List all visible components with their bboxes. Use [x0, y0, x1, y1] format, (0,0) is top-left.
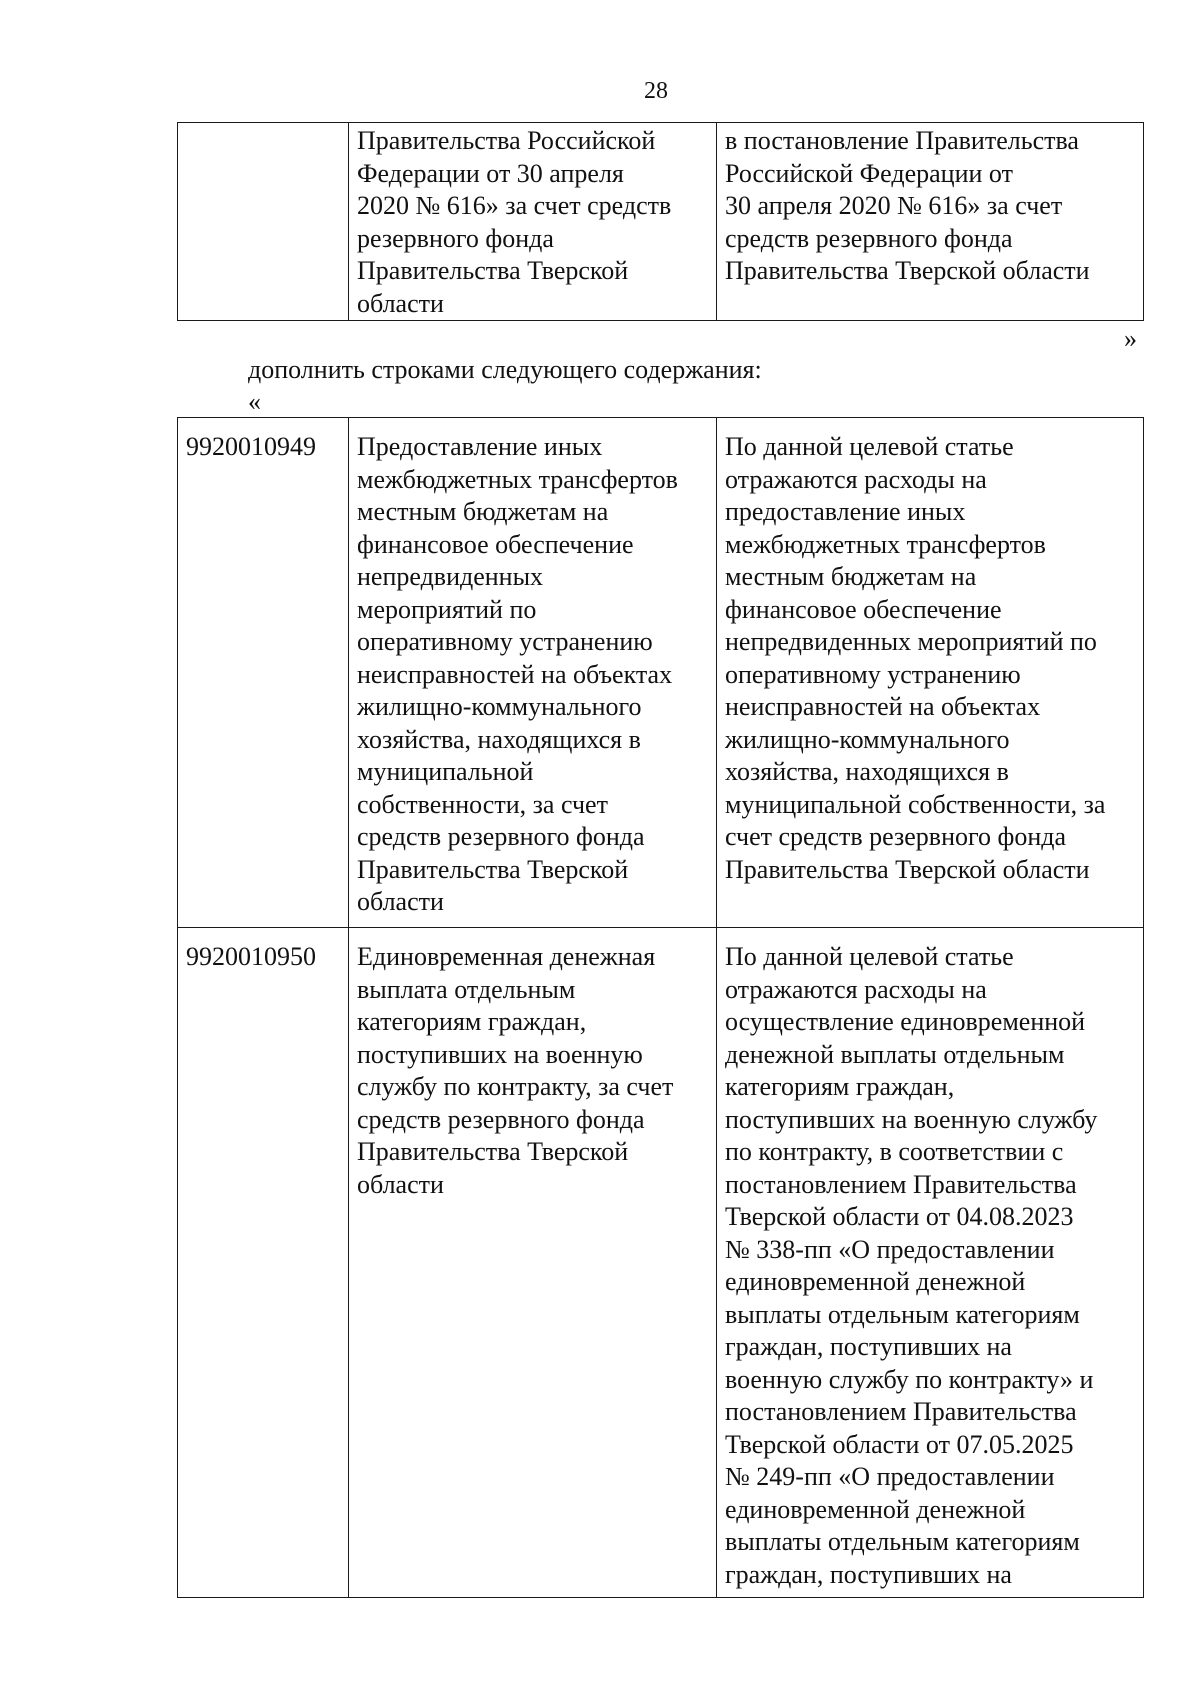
instruction-text: дополнить строками следующего содержания:	[248, 355, 762, 384]
table-row	[178, 123, 1144, 321]
table-row	[178, 418, 1144, 928]
table-row	[178, 928, 1144, 1598]
opening-quote: «	[248, 387, 261, 416]
code-cell: 9920010950	[178, 928, 349, 1598]
code-cell: 9920010949	[178, 418, 349, 928]
closing-quote: »	[1124, 324, 1137, 353]
description-cell: в постановление Правительства Российской Федерации от 30 апреля 2020 № 616» за счет средств резервного фонда Правительства Тверской области	[717, 123, 1144, 321]
added-rows-table	[177, 417, 1144, 1598]
description-cell: По данной целевой статье отражаются расходы на предоставление иных межбюджетных трансфертов местным бюджетам на финансовое обеспечение непредвиденных мероприятий по оперативному устранению неисправностей на объектах жилищно-коммунального хозяйства, находящихся в муниципальной собственности, за счет средств резервного фонда Правительства Тверской области	[717, 418, 1144, 928]
description-cell: По данной целевой статье отражаются расходы на осуществление единовременной денежной выплаты отдельным категориям граждан, поступивших на военную службу по контракту, в соответствии с постановлением Правительства Тверской области от 04.08.2023 № 338-пп «О предоставлении единовременной денежной выплаты отдельным категориям граждан, поступивших на военную службу по контракту» и постановлением Правительства Тверской области от 07.05.2025 № 249-пп «О предоставлении единовременной денежной выплаты отдельным категориям граждан, поступивших на	[717, 928, 1144, 1598]
page-number: 28	[644, 78, 668, 104]
code-cell	[178, 123, 349, 321]
continued-table	[177, 122, 1144, 321]
name-cell: Предоставление иных межбюджетных трансфертов местным бюджетам на финансовое обеспечение непредвиденных мероприятий по оперативному устранению неисправностей на объектах жилищно-коммунального хозяйства, находящихся в муниципальной собственности, за счет средств резервного фонда Правительства Тверской области	[349, 418, 717, 928]
name-cell: Правительства Российской Федерации от 30 апреля 2020 № 616» за счет средств резервного фонда Правительства Тверской области	[349, 123, 717, 321]
name-cell: Единовременная денежная выплата отдельным категориям граждан, поступивших на военную службу по контракту, за счет средств резервного фонда Правительства Тверской области	[349, 928, 717, 1598]
